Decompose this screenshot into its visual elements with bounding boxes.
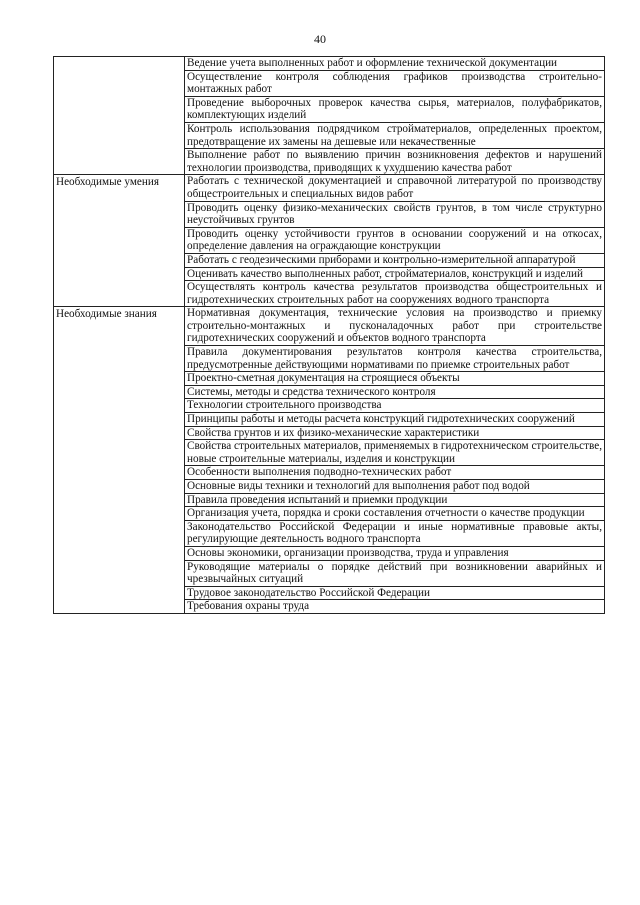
item-cell: Правила проведения испытаний и приемки продукции — [185, 493, 605, 507]
item-cell: Проводить оценку физико-механических свойств грунтов, в том числе структурно неустойчивых грунтов — [185, 201, 605, 227]
item-cell: Проектно-сметная документация на строящиеся объекты — [185, 372, 605, 386]
item-cell: Особенности выполнения подводно-технических работ — [185, 466, 605, 480]
table-row — [54, 307, 605, 346]
item-cell: Проводить оценку устойчивости грунтов в основании сооружений и на откосах, определение давления на ограждающие конструкции — [185, 227, 605, 253]
item-cell: Законодательство Российской Федерации и иные нормативные правовые акты, регулирующие деятельность водного транспорта — [185, 520, 605, 546]
item-cell: Свойства грунтов и их физико-механические характеристики — [185, 426, 605, 440]
item-cell: Нормативная документация, технические условия на производство и приемку строительно-монтажных и пусконаладочных работ при строительстве гидротехнических сооружений и объектов водного транспорта — [185, 307, 605, 346]
item-cell: Проведение выборочных проверок качества сырья, материалов, полуфабрикатов, комплектующих изделий — [185, 96, 605, 122]
item-cell: Основные виды техники и технологий для выполнения работ под водой — [185, 480, 605, 494]
item-cell: Осуществлять контроль качества результатов производства общестроительных и гидротехнических строительных работ на сооружениях водного транспорта — [185, 281, 605, 307]
item-cell: Осуществление контроля соблюдения графиков производства строительно-монтажных работ — [185, 70, 605, 96]
item-cell: Организация учета, порядка и сроки составления отчетности о качестве продукции — [185, 507, 605, 521]
item-cell: Принципы работы и методы расчета конструкций гидротехнических сооружений — [185, 413, 605, 427]
item-cell: Трудовое законодательство Российской Федерации — [185, 586, 605, 600]
requirements-table-body — [54, 57, 605, 614]
item-cell: Свойства строительных материалов, применяемых в гидротехническом строительстве, новые строительные материалы, изделия и конструкции — [185, 440, 605, 466]
table-row — [54, 57, 605, 71]
item-cell: Основы экономики, организации производства, труда и управления — [185, 546, 605, 560]
item-cell: Руководящие материалы о порядке действий при возникновении аварийных и чрезвычайных ситуаций — [185, 560, 605, 586]
page-number: 40 — [314, 32, 326, 46]
table-row — [54, 175, 605, 201]
category-cell: Необходимые умения — [54, 175, 185, 307]
item-cell: Выполнение работ по выявлению причин возникновения дефектов и нарушений технологии производства, приводящих к ухудшению качества работ — [185, 149, 605, 175]
category-cell — [54, 57, 185, 175]
requirements-table — [53, 56, 605, 614]
item-cell: Правила документирования результатов контроля качества строительства, предусмотренные действующими нормативами по приемке строительных работ — [185, 346, 605, 372]
item-cell: Требования охраны труда — [185, 600, 605, 614]
item-cell: Контроль использования подрядчиком стройматериалов, определенных проектом, предотвращение их замены на дешевые или некачественные — [185, 122, 605, 148]
item-cell: Технологии строительного производства — [185, 399, 605, 413]
item-cell: Работать с технической документацией и справочной литературой по производству общестроительных и специальных видов работ — [185, 175, 605, 201]
item-cell: Оценивать качество выполненных работ, стройматериалов, конструкций и изделий — [185, 267, 605, 281]
item-cell: Ведение учета выполненных работ и оформление технической документации — [185, 57, 605, 71]
item-cell: Работать с геодезическими приборами и контрольно-измерительной аппаратурой — [185, 253, 605, 267]
item-cell: Системы, методы и средства технического контроля — [185, 385, 605, 399]
category-cell: Необходимые знания — [54, 307, 185, 614]
